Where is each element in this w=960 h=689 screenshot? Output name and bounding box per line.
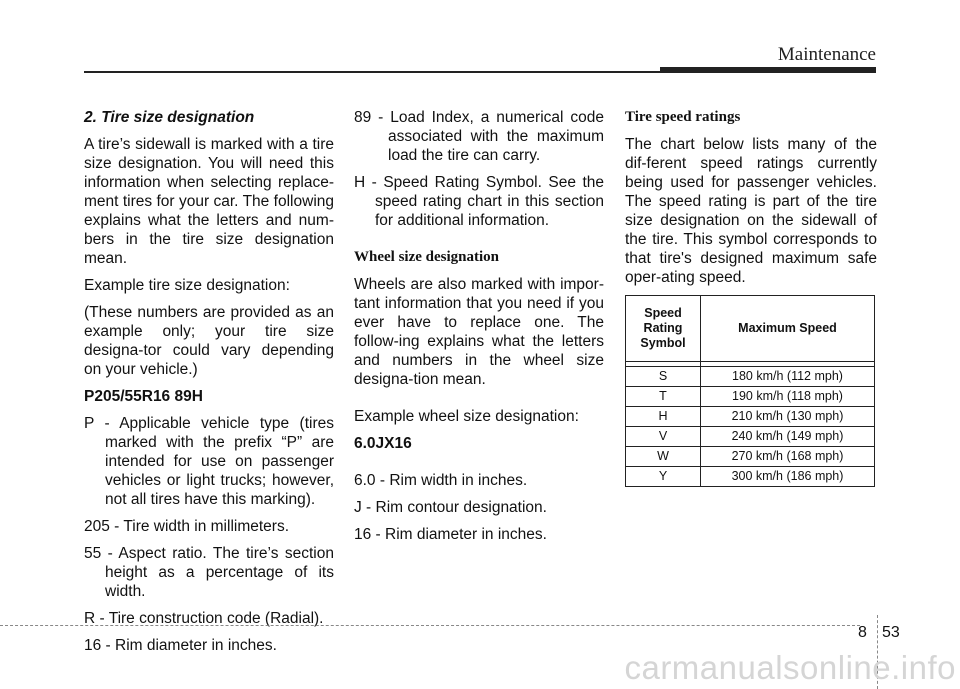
table-cell: 240 km/h (149 mph) xyxy=(701,427,875,447)
list-item: H - Speed Rating Symbol. See the speed rating chart in this section for additional information. xyxy=(354,174,604,229)
table-cell: 300 km/h (186 mph) xyxy=(701,467,875,487)
wheel-size-heading: Wheel size designation xyxy=(354,249,499,265)
section-title: Maintenance xyxy=(777,44,876,65)
table-header-cell: Maximum Speed xyxy=(701,296,875,362)
header-rule xyxy=(84,71,660,73)
column-3 xyxy=(625,108,877,487)
tire-size-example-label: Example tire size designation: xyxy=(84,277,290,294)
watermark: carmanualsonline.info xyxy=(624,649,956,686)
tire-size-code: P205/55R16 89H xyxy=(84,388,203,405)
wheel-size-example-label: Example wheel size designation: xyxy=(354,408,579,425)
list-item: 205 - Tire width in millimeters. xyxy=(84,518,290,535)
speed-ratings-heading: Tire speed ratings xyxy=(625,109,741,125)
wheel-size-code: 6.0JX16 xyxy=(354,435,412,452)
list-item: 16 - Rim diameter in inches. xyxy=(354,526,547,543)
tire-size-note: (These numbers are provided as an example only; your tire size designa-tor could vary depending on your vehicle.) xyxy=(84,304,334,378)
list-item: J - Rim contour designation. xyxy=(354,499,547,516)
table-cell: 270 km/h (168 mph) xyxy=(701,447,875,467)
tire-size-intro: A tire’s sidewall is marked with a tire size designation. You will need this information when selecting replace-ment tires for your car. The following explains what the letters and num-bers in the tire size designation mean. xyxy=(84,136,334,267)
table-cell: H xyxy=(626,407,701,427)
chapter-number: 8 xyxy=(858,624,867,641)
table-row xyxy=(626,467,875,487)
list-item: R - Tire construction code (Radial). xyxy=(84,610,324,627)
column-1 xyxy=(84,108,334,663)
table-row xyxy=(626,447,875,467)
list-item: 6.0 - Rim width in inches. xyxy=(354,472,528,489)
speed-rating-table xyxy=(625,295,875,487)
table-cell: Y xyxy=(626,467,701,487)
table-cell: T xyxy=(626,387,701,407)
column-2 xyxy=(354,108,604,552)
table-cell: W xyxy=(626,447,701,467)
list-item: 16 - Rim diameter in inches. xyxy=(84,637,277,654)
list-item: 55 - Aspect ratio. The tire’s section height as a percentage of its width. xyxy=(84,545,334,600)
header-rule-accent xyxy=(660,67,876,73)
table-header-cell: Speed Rating Symbol xyxy=(626,296,701,362)
table-cell: 190 km/h (118 mph) xyxy=(701,387,875,407)
table-cell: S xyxy=(626,367,701,387)
table-header-row xyxy=(626,296,875,362)
table-row xyxy=(626,367,875,387)
table-row xyxy=(626,387,875,407)
page-number: 53 xyxy=(882,624,900,641)
list-item: P - Applicable vehicle type (tires marked with the prefix “P” are intended for use on passenger vehicles or light trucks; however, not all tires have this marking). xyxy=(84,415,334,508)
tire-size-heading: 2. Tire size designation xyxy=(84,109,255,126)
table-cell: 180 km/h (112 mph) xyxy=(701,367,875,387)
speed-ratings-intro: The chart below lists many of the dif-ferent speed ratings currently being used for passenger vehicles. The speed rating is part of the tire size designation on the sidewall of the tire. This symbol corresponds to that tire's designed maximum safe oper-ating speed. xyxy=(625,136,877,286)
table-row xyxy=(626,427,875,447)
footer-rule xyxy=(0,625,860,626)
list-item: 89 - Load Index, a numerical code associated with the maximum load the tire can carry. xyxy=(354,109,604,164)
table-row xyxy=(626,407,875,427)
wheel-size-intro: Wheels are also marked with impor-tant information that you need if you ever have to replace one. The follow-ing explains what the letters and numbers in the wheel size designa-tion mean. xyxy=(354,276,604,388)
table-cell: V xyxy=(626,427,701,447)
table-cell: 210 km/h (130 mph) xyxy=(701,407,875,427)
